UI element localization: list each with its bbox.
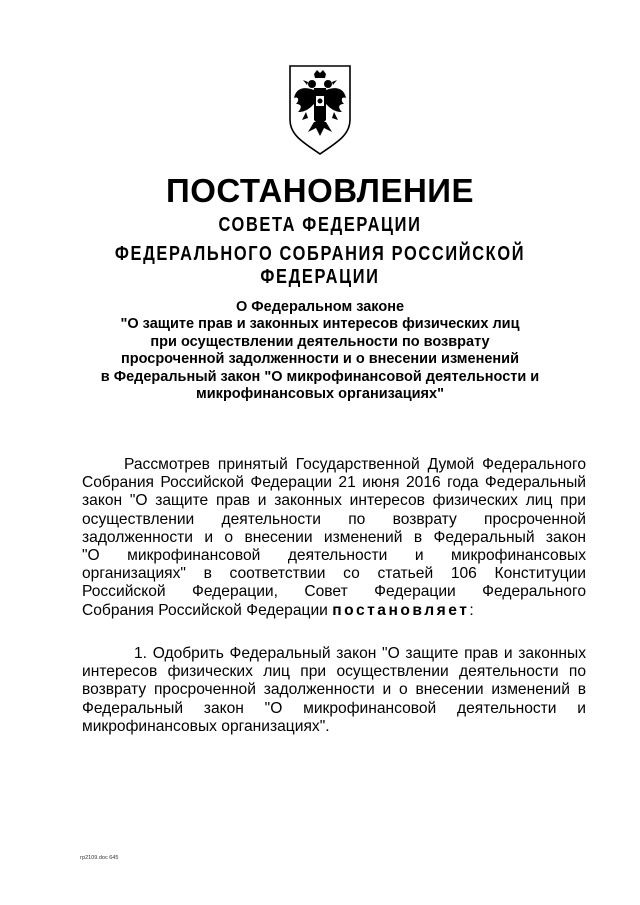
- coat-of-arms-emblem: [284, 62, 356, 158]
- paragraph-line: Собрания Российской Федерации 21 июня 2016 года Федеральный: [82, 474, 586, 492]
- paragraph-line: задолженности и о внесении изменений в Федеральный закон: [82, 528, 586, 546]
- issuer-line-2: ФЕДЕРАЛЬНОГО СОБРАНИЯ РОССИЙСКОЙ ФЕДЕРАЦИИ: [114, 243, 526, 288]
- paragraph-line: Рассмотрев принятый Государственной Думой Федерального: [124, 456, 586, 473]
- document-type-title: ПОСТАНОВЛЕНИЕ: [165, 172, 475, 209]
- law-title-line: микрофинансовых организациях": [196, 386, 444, 403]
- law-title-line: при осуществлении деятельности по возврату: [150, 333, 490, 350]
- paragraph-line: возврату просроченной задолженности и о внесении изменений в: [82, 681, 586, 699]
- law-title-line: просроченной задолженности и о внесении изменений: [120, 351, 519, 368]
- paragraph-line: осуществлении деятельности по возврату просроченной: [82, 510, 586, 528]
- paragraph-line: организациях" в соответствии со статьей 106 Конституции: [82, 565, 586, 583]
- law-title-line: "О защите прав и законных интересов физических лиц: [120, 316, 520, 333]
- paragraph-line: интересов физических лиц при осуществлении деятельности по: [82, 663, 586, 681]
- paragraph-line: закон "О защите прав и законных интересов физических лиц при: [82, 492, 586, 510]
- law-title-line: в Федеральный закон "О микрофинансовой деятельности и: [100, 368, 540, 385]
- paragraph-line: Федеральный закон "О микрофинансовой деятельности и: [82, 699, 586, 717]
- decree-colon: :: [469, 601, 474, 619]
- issuer-line-1: СОВЕТА ФЕДЕРАЦИИ: [218, 214, 422, 236]
- preamble-paragraph: [82, 456, 586, 620]
- decree-word: постановляет: [332, 601, 470, 619]
- paragraph-line: Российской Федерации, Совет Федерации Федерального: [82, 583, 586, 601]
- paragraph-line: [82, 602, 586, 620]
- law-title-line: О Федеральном законе: [235, 299, 405, 315]
- paragraph-line: микрофинансовых организациях".: [82, 717, 330, 735]
- file-code: гр2109.doc 645: [80, 855, 119, 861]
- paragraph-line: "О микрофинансовой деятельности и микрофинансовых: [82, 547, 586, 565]
- law-title: [60, 299, 580, 403]
- decision-paragraph: [82, 645, 586, 736]
- paragraph-line: 1. Одобрить Федеральный закон "О защите прав и законных: [134, 645, 586, 662]
- paragraph-line-text: Собрания Российской Федерации: [82, 601, 328, 619]
